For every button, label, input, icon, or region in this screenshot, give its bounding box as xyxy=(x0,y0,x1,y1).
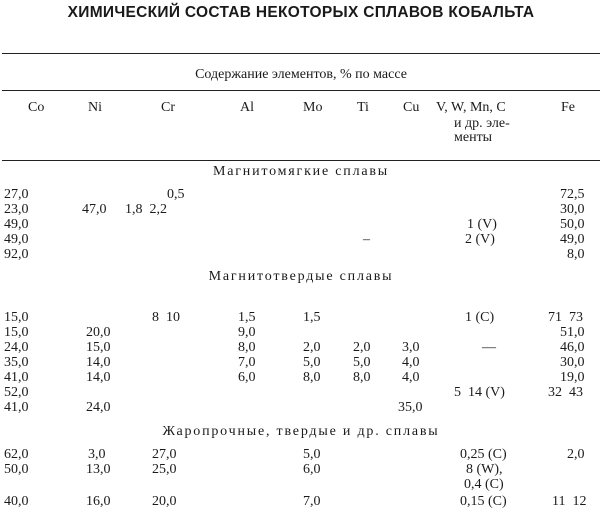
cell-co: 49,0 xyxy=(4,217,29,232)
cell-cr: 27,0 xyxy=(152,447,177,462)
cell-al: 8,0 xyxy=(238,340,256,355)
subheader-rule xyxy=(2,90,600,91)
cell-fe: 46,0 xyxy=(560,340,585,355)
cell-fe: 8,0 xyxy=(567,247,585,262)
cell-fe: 19,0 xyxy=(560,370,585,385)
cell-ni: 13,0 xyxy=(86,462,111,477)
column-header-co: Co xyxy=(28,100,45,115)
cell-fe: 2,0 xyxy=(567,447,585,462)
column-header-other-line2: и др. эле- xyxy=(454,116,510,131)
cell-mo: 2,0 xyxy=(303,340,321,355)
cell-co: 49,0 xyxy=(4,232,29,247)
section-title-soft-magnetic: Магнитомягкие сплавы xyxy=(212,164,390,179)
cell-co: 41,0 xyxy=(4,370,29,385)
cell-other: 1 (C) xyxy=(465,310,495,325)
cell-co: 35,0 xyxy=(4,355,29,370)
column-header-cr: Cr xyxy=(161,100,175,115)
cell-ni: 15,0 xyxy=(86,340,111,355)
table-title: ХИМИЧЕСКИЙ СОСТАВ НЕКОТОРЫХ СПЛАВОВ КОБАЛЬТА xyxy=(67,4,535,21)
cell-other: 0,25 (C) xyxy=(460,447,507,462)
cell-fe: 30,0 xyxy=(560,355,585,370)
column-header-mo: Mo xyxy=(303,100,323,115)
cell-cr: 0,5 xyxy=(167,187,185,202)
top-rule xyxy=(2,53,600,54)
cell-co: 15,0 xyxy=(4,310,29,325)
cell-other: — xyxy=(482,340,496,355)
column-header-other-line3: менты xyxy=(454,130,493,145)
cell-other: 0,15 (C) xyxy=(460,494,507,509)
cell-fe: 50,0 xyxy=(560,217,585,232)
cell-co: 15,0 xyxy=(4,325,29,340)
cell-co: 27,0 xyxy=(4,187,29,202)
cell-al: 6,0 xyxy=(238,370,256,385)
cell-mo: 6,0 xyxy=(303,462,321,477)
cell-co: 41,0 xyxy=(4,400,29,415)
cell-mo: 5,0 xyxy=(303,447,321,462)
cell-fe: 72,5 xyxy=(560,187,585,202)
cell-fe: 30,0 xyxy=(560,202,585,217)
column-header-other: V, W, Mn, C xyxy=(436,100,506,115)
section-title-heat-resistant: Жаропрочные, твердые и др. сплавы xyxy=(162,424,440,439)
cell-fe: 11 12 xyxy=(552,494,587,509)
cell-co: 62,0 xyxy=(4,447,29,462)
cell-mo: 5,0 xyxy=(303,355,321,370)
cell-al: 1,5 xyxy=(238,310,256,325)
cell-cu: 35,0 xyxy=(398,400,423,415)
cell-cr: 1,8 2,2 xyxy=(125,202,167,217)
cell-co: 24,0 xyxy=(4,340,29,355)
cell-other-line2: 0,4 (C) xyxy=(464,477,504,492)
cell-co: 50,0 xyxy=(4,462,29,477)
header-rule xyxy=(2,160,600,161)
cell-cr: 8 10 xyxy=(152,310,180,325)
column-header-cu: Cu xyxy=(403,100,420,115)
section-title-hard-magnetic: Магнитотвердые сплавы xyxy=(208,269,394,284)
column-header-fe: Fe xyxy=(561,100,575,115)
cell-ti: 5,0 xyxy=(353,355,371,370)
cell-other: 5 14 (V) xyxy=(454,385,505,400)
cell-co: 52,0 xyxy=(4,385,29,400)
cell-co: 40,0 xyxy=(4,494,29,509)
cell-cr: 25,0 xyxy=(152,462,177,477)
cell-cu: 4,0 xyxy=(402,370,420,385)
cell-ni: 47,0 xyxy=(82,202,107,217)
cell-al: 7,0 xyxy=(238,355,256,370)
cell-fe: 51,0 xyxy=(560,325,585,340)
cell-fe: 71 73 xyxy=(548,310,583,325)
cell-ni: 14,0 xyxy=(86,370,111,385)
cell-cr: 20,0 xyxy=(152,494,177,509)
cell-ti: 2,0 xyxy=(353,340,371,355)
cell-ni: 20,0 xyxy=(86,325,111,340)
table-subheader: Содержание элементов, % по массе xyxy=(195,67,407,82)
cell-other: 8 (W), xyxy=(466,462,503,477)
cell-mo: 1,5 xyxy=(303,310,321,325)
cell-ti: – xyxy=(363,232,370,247)
cell-mo: 8,0 xyxy=(303,370,321,385)
cell-ti: 8,0 xyxy=(353,370,371,385)
cell-ni: 14,0 xyxy=(86,355,111,370)
cell-cu: 4,0 xyxy=(402,355,420,370)
cell-ni: 16,0 xyxy=(86,494,111,509)
column-header-ti: Ti xyxy=(357,100,369,115)
cell-cu: 3,0 xyxy=(402,340,420,355)
cell-co: 92,0 xyxy=(4,247,29,262)
cell-other: 1 (V) xyxy=(467,217,497,232)
cell-fe: 32 43 xyxy=(548,385,583,400)
cell-ni: 3,0 xyxy=(88,447,106,462)
cell-other: 2 (V) xyxy=(465,232,495,247)
cell-al: 9,0 xyxy=(238,325,256,340)
cell-ni: 24,0 xyxy=(86,400,111,415)
cell-mo: 7,0 xyxy=(303,494,321,509)
cell-co: 23,0 xyxy=(4,202,29,217)
column-header-al: Al xyxy=(240,100,254,115)
column-header-ni: Ni xyxy=(88,100,102,115)
cell-fe: 49,0 xyxy=(560,232,585,247)
